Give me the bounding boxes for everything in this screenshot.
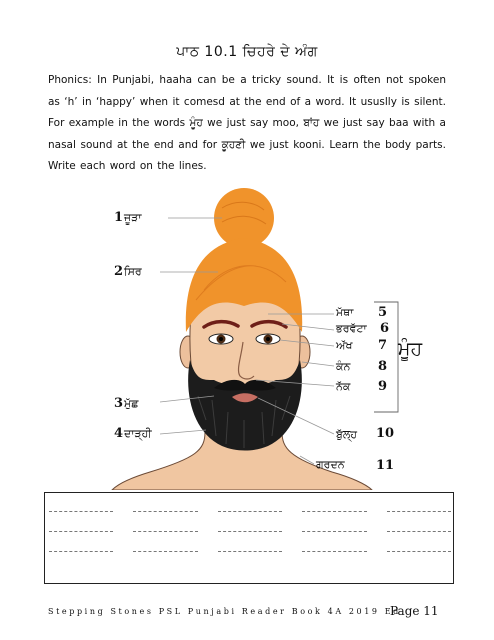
label-eyebrow-number: 6 [380,321,390,336]
answer-line[interactable] [133,511,197,512]
label-forehead-number: 5 [378,305,388,320]
answer-line[interactable] [49,551,113,552]
answer-line[interactable] [387,551,451,552]
answer-line[interactable] [387,511,451,512]
answer-line[interactable] [218,551,282,552]
answer-line[interactable] [387,531,451,532]
answer-line[interactable] [49,511,113,512]
label-head: 2ਸਿਰ [114,264,142,279]
label-eye-number: 7 [378,338,388,353]
answer-line[interactable] [302,531,366,532]
label-ear-number: 8 [378,359,388,374]
pointer-line-4 [160,430,206,434]
answer-line[interactable] [133,551,197,552]
label-nose: ਨੱਕ [336,380,351,393]
label-ear: ਕੰਨ [336,360,351,373]
label-nose-number: 9 [378,379,388,394]
label-mustache: 3ਮੁੱਛ [114,396,139,411]
lesson-title: ਪਾਠ 10.1 ਚਿਹਰੇ ਦੇ ਅੰਗ [176,44,318,60]
right-pupil [266,337,270,341]
answer-line[interactable] [218,511,282,512]
answer-line[interactable] [302,511,366,512]
answer-line[interactable] [133,531,197,532]
answer-line[interactable] [49,531,113,532]
label-eye: ਅੱਖ [336,339,353,352]
label-lips-number: 10 [376,426,395,441]
answer-line[interactable] [302,551,366,552]
intro-paragraph: Phonics: In Punjabi, haaha can be a tricky sound. It is often not spoken as ‘h’ in ‘happy’ when it comesd at the end of a word. It ususlly is silent. For example in the words ਮੂੰਹ we just say moo, ਬਾਂਹ we just say baa with a nasal sound at the end and for ਕੂਹਣੀ we just kooni. Learn the body parts. Write each word on the lines. [48,74,446,172]
page-number: Page 11 [390,604,439,618]
label-topknot: 1ਜੂੜਾ [114,210,142,225]
answer-line[interactable] [218,531,282,532]
label-mouth-group: ਮੂੰਹ [398,338,423,360]
footer-text: Stepping Stones PSL Punjabi Reader Book 4A 2019 Ed [48,607,401,616]
label-lips: ਬੁੱਲ੍ਹ [336,428,358,441]
left-pupil [219,337,223,341]
label-beard: 4ਦਾੜ੍ਹੀ [114,426,152,441]
label-neck-number: 11 [376,458,395,473]
label-forehead: ਮੱਥਾ [336,306,354,319]
label-neck: ਗਰਦਨ [316,458,345,471]
label-eyebrow: ਭਰਵੱਟਾ [336,322,367,335]
answer-writing-box[interactable] [44,492,454,584]
